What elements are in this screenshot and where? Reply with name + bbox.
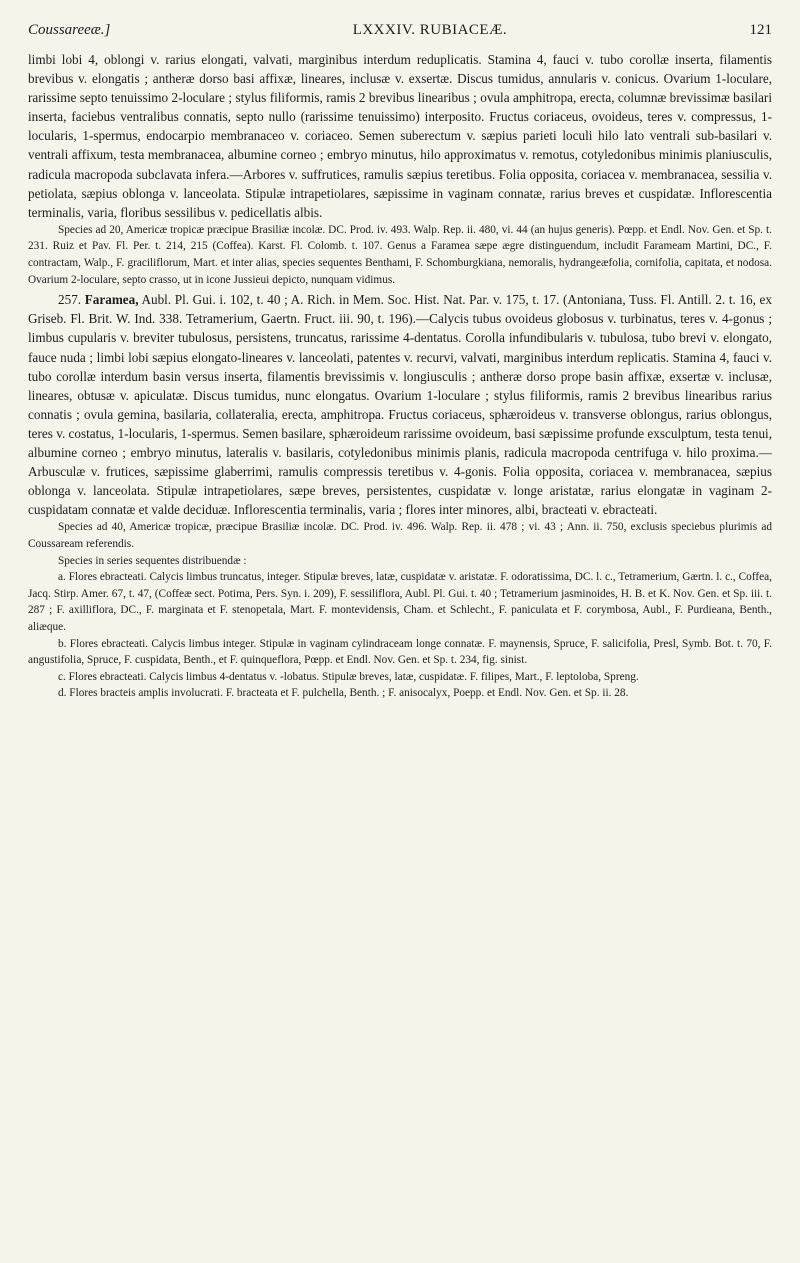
series-item: d. Flores bracteis amplis involucrati. F. bracteata et F. pulchella, Benth. ; F. anisocalyx, Poepp. et Endl. Nov. Gen. et Sp. ii. 28. <box>58 687 629 700</box>
genus-notes <box>28 519 772 702</box>
series-intro: Species in series sequentes distribuendæ : <box>58 554 247 567</box>
header-family: LXXXIV. RUBIACEÆ. <box>352 22 508 38</box>
species-notes <box>28 222 772 288</box>
running-header <box>28 10 772 50</box>
genus-number: 257. <box>58 292 82 308</box>
notes-paragraph: Species ad 20, Americæ tropicæ præcipue Brasiliæ incolæ. DC. Prod. iv. 493. Walp. Rep. ii. 480, vi. 44 (an hujus generis). Pœpp. et Endl. Nov. Gen. et Sp. t. 231. Ruiz et Pav. Fl. Per. t. 214, 215 (Coffea). Karst. Fl. Colomb. t. 107. Genus a Faramea sæpe ægre distinguendum, includit Farameam Martini, DC., F. contractam, Walp., F. graciliflorum, Mart. et inter alias, species sequentes Benthami, F. Schomburgkiana, nemoralis, hydrangeæfolia, cornifolia, capitata, et nodosa. Ovarium 2-loculare, septo crasso, ut in icone Jussieui depicto, nunquam vidimus. <box>28 223 772 286</box>
series-item: c. Flores ebracteati. Calycis limbus 4-dentatus v. -lobatus. Stipulæ breves, latæ, cuspidatæ. F. filipes, Mart., F. leptoloba, Spreng. <box>58 670 639 683</box>
genus-citation: Aubl. Pl. Gui. i. 102, t. 40 ; A. Rich. in Mem. Soc. Hist. Nat. Par. v. 175, t. 17. (Antoniana, Tuss. Fl. Antill. 2. t. 16, ex Griseb. Fl. Brit. W. Ind. 338. Tetramerium, Gaertn. Fruct. iii. 90, t. 196). <box>28 292 772 327</box>
genus-description: —Calycis tubus ovoideus globosus v. turbinatus, teres v. 4-gonus ; limbus cupularis v. breviter tubulosus, persistens, truncatus, rarissime 4-dentatus. Corolla infundibularis v. tubulosa, tubo brevi v. elongato, fauce nuda ; limbi lobi sæpius elongato-lineares v. lanceolati, patentes v. recurvi, valvati, marginibus interdum replicatis. Stamina 4, fauci v. tubo corollæ interdum basin versus inserta, filamentis brevissimis v. longiusculis ; antheræ dorso prope basin affixæ, exsertæ v. inclusæ, lineares, obtusæ v. apiculatæ. Discus tumidus, nunc elongatus. Ovarium 1-loculare ; stylus filiformis, ramis 2 brevibus linearibus rarius connatis ; ovula gemina, basilaria, collateralia, erecta, amphitropa. Fructus coriaceus, sphæroideus v. transverse oblongus, rarius oblongus, teres v. costatus, 1-locularis, 1-spermus. Semen basilare, sphæroideum rarissime ovoideum, basi sæpissime profunde exsculptum, testa tenui, albumine corneo ; embryo minutus, lateralis v. basilaris, cotyledonibus minimis planis, radicula macropoda centrifuga v. hilo proxima.—Arbusculæ v. frutices, sæpissime glaberrimi, ramulis compressis teretibus v. 4-gonis. Folia opposita, coriacea v. membranacea, sæpius oblonga v. lanceolata. Stipulæ intrapetiolares, sæpe breves, persistentes, cuspidatæ v. longe aristatæ, rarius elongatæ in vaginam 2-cuspidatam connatæ et valde deciduæ. Inflorescentia terminalis, varia ; flores inter minores, albi, bracteati v. ebracteati. <box>28 311 772 518</box>
series-item: b. Flores ebracteati. Calycis limbus integer. Stipulæ in vaginam cylindraceam longe connatæ. F. maynensis, Spruce, F. salicifolia, Presl, Symb. Bot. t. 70, F. angustifolia, Spruce, F. cuspidata, Benth., et F. quinqueflora, Pœpp. et Endl. Nov. Gen. et Sp. t. 234, fig. sinist. <box>28 637 772 667</box>
genus-paragraph <box>28 290 772 519</box>
description-paragraph: limbi lobi 4, oblongi v. rarius elongati, valvati, marginibus interdum reduplicatis. Stamina 4, fauci v. tubo corollæ inserta, filamentis brevibus v. elongatis ; antheræ dorso basi affixæ, lineares, inclusæ v. exsertæ. Discus tumidus, annularis v. conicus. Ovarium 1-loculare, rarissime septo tenuissimo 2-loculare ; stylus filiformis, ramis 2 brevibus linearibus ; ovula amphitropa, erecta, columnæ brevissimæ basilari inserta, faciebus ventralibus connatis, septo nullo (rarissime tenuissimo) interposito. Fructus coriaceus, ovoideus, teres v. compressus, 1-locularis, 1-spermus, endocarpio membranaceo v. coriaceo. Semen suberectum v. sæpius parieti loculi hilo lato ventrali sub-basilari v. ventrali affixum, testa membranacea, albumine corneo ; embryo minutus, hilo approximatus v. remotus, cotyledonibus minimis planiusculis, radicula macropoda subclavata infera.—Arbores v. suffrutices, ramulis sæpius teretibus. Folia opposita, coriacea v. membranacea, sessilia v. petiolata, sæpius oblonga v. lanceolata. Stipulæ intrapetiolares, sæpissime in vaginam connatæ, rarius breves et cuspidatæ. Inflorescentia terminalis, varia, floribus sessilibus v. pedicellatis albis. <box>28 52 772 220</box>
page-number: 121 <box>749 22 772 38</box>
header-tribe: Coussareeæ.] <box>28 22 111 38</box>
genus-description-continued <box>28 50 772 222</box>
genus-entry <box>28 290 772 519</box>
genus-name: Faramea, <box>84 292 139 308</box>
notes-paragraph: Species ad 40, Americæ tropicæ, præcipue Brasiliæ incolæ. DC. Prod. iv. 496. Walp. Rep. ii. 478 ; vi. 43 ; Ann. ii. 750, exclusis speciebus plurimis ad Coussaream referendis. <box>28 521 772 550</box>
series-item: a. Flores ebracteati. Calycis limbus truncatus, integer. Stipulæ breves, latæ, cuspidatæ v. aristatæ. F. odoratissima, DC. l. c., Tetramerium, Gærtn. l. c., Coffea, Jacq. Stirp. Amer. 67, t. 47, (Coffeæ sect. Potima, Pers. Syn. i. 209), F. sessiliflora, Aubl. Pl. Gui. t. 40 ; Tetramerium jasminoides, H. B. et K. Nov. Gen. et Sp. iii. t. 287 ; F. axilliflora, DC., F. marginata et F. stenopetala, Mart. F. montevidensis, Cham. et Schlecht., F. paniculata et F. corymbosa, Aubl., F. Purdieana, Benth., aliæque. <box>28 571 772 633</box>
